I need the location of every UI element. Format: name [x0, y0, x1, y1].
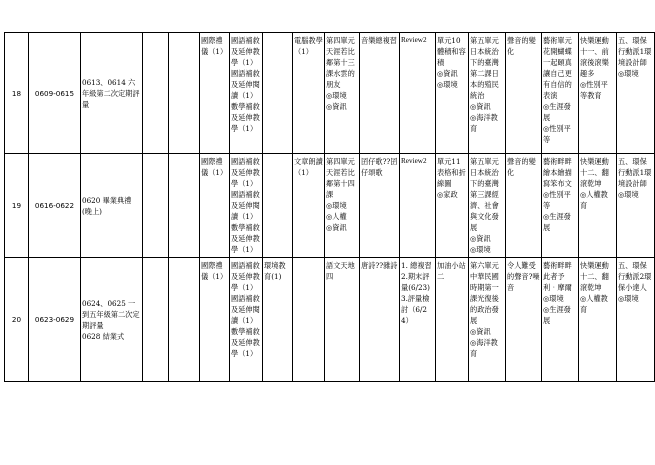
- date-range-cell: 0616-0622: [29, 154, 81, 258]
- international-etiquette-cell: 國際禮儀（1）: [200, 258, 230, 382]
- empty-cell: [143, 33, 169, 154]
- english-cell: Review2: [400, 154, 436, 258]
- math-cell: 單元10體積和容積 ◎資訊 ◎環境: [436, 33, 469, 154]
- school-event-cell: 0624、0625 一到五年級第二次定期評量 0628 結業式: [81, 258, 143, 382]
- international-etiquette-cell: 國際禮儀（1）: [200, 33, 230, 154]
- empty-cell: [169, 33, 200, 154]
- physical-education-cell: 快樂運動 十二、翻滾乾坤 ◎人權教育: [579, 258, 617, 382]
- arts-cell: 藝術畔畔繪本繪描寫笨布文 ◎性別平等 ◎生涯發展: [542, 154, 579, 258]
- english-cell: Review2: [400, 33, 436, 154]
- computer-reading-cell: 電腦教學（1）: [293, 33, 325, 154]
- environment-education-cell: [263, 154, 293, 258]
- empty-cell: [143, 154, 169, 258]
- local-language-cell: 囝仔歌??囝仔頌歌: [360, 154, 400, 258]
- arts-cell: 藝術單元花開蝴蝶一起頤真讓自己更有自信的表演 ◎生涯發展 ◎性別平等: [542, 33, 579, 154]
- science-cell: 聲音的變化: [506, 154, 542, 258]
- environment-education-cell: 環境教育(1): [263, 258, 293, 382]
- integrated-activities-cell: 五、環保行動派1環境設計師 ◎環境: [617, 154, 655, 258]
- remedial-teaching-cell: 國語補救及延伸教學（1） 國語補救及延伸閱讀（1） 數學補救及延伸教學（1）: [230, 33, 263, 154]
- math-cell: 單元11表格和折線圖 ◎家政: [436, 154, 469, 258]
- social-studies-cell: 第六單元 中華民國時期第一課光復後的政治發展 ◎資訊 ◎海洋教育: [469, 258, 506, 382]
- local-language-cell: 音樂總複習: [360, 33, 400, 154]
- environment-education-cell: [263, 33, 293, 154]
- school-event-cell: 0620 畢業典禮(晚上): [81, 154, 143, 258]
- remedial-teaching-cell: 國語補救及延伸教學（1） 國語補救及延伸閱讀（1） 數學補救及延伸教學（1）: [230, 154, 263, 258]
- chinese-language-cell: 第四單元天涯若比鄰第十四課 ◎環境 ◎人權 ◎資訊: [325, 154, 360, 258]
- table-row: [5, 154, 655, 258]
- international-etiquette-cell: 國際禮儀（1）: [200, 154, 230, 258]
- english-cell: 1. 總複習 2.期末評量(6/23) 3.評量檢討（6/24）: [400, 258, 436, 382]
- physical-education-cell: 快樂運動 十一、前滾後滾樂趣多 ◎性別平等教育: [579, 33, 617, 154]
- math-cell: 加油小站二: [436, 258, 469, 382]
- integrated-activities-cell: 五、環保行動派1環境設計師 ◎環境: [617, 33, 655, 154]
- empty-cell: [169, 154, 200, 258]
- week-number-cell: 18: [5, 33, 29, 154]
- school-event-cell: 0613、0614 六年級第二次定期評量: [81, 33, 143, 154]
- integrated-activities-cell: 五、環保行動派2環保小達人 ◎環境: [617, 258, 655, 382]
- social-studies-cell: 第五單元 日本統治下的臺灣第三課經濟、社會與文化發展 ◎資訊 ◎環境: [469, 154, 506, 258]
- local-language-cell: 唐詩??雜詩: [360, 258, 400, 382]
- computer-reading-cell: 文章朗讀（1）: [293, 154, 325, 258]
- week-number-cell: 20: [5, 258, 29, 382]
- computer-reading-cell: [293, 258, 325, 382]
- empty-cell: [143, 258, 169, 382]
- science-cell: 聲音的變化: [506, 33, 542, 154]
- table-row: [5, 33, 655, 154]
- date-range-cell: 0609-0615: [29, 33, 81, 154]
- curriculum-schedule-table: [4, 32, 655, 382]
- physical-education-cell: 快樂運動 十二、翻滾乾坤 ◎人權教育: [579, 154, 617, 258]
- science-cell: 令人難受的聲音?噪音: [506, 258, 542, 382]
- social-studies-cell: 第五單元 日本統治下的臺灣第二課日本的殖民統治 ◎資訊 ◎海洋教育: [469, 33, 506, 154]
- arts-cell: 藝術畔畔此者予利‧摩爾 ◎環境 ◎生涯發展: [542, 258, 579, 382]
- table-row: [5, 258, 655, 382]
- empty-cell: [169, 258, 200, 382]
- week-number-cell: 19: [5, 154, 29, 258]
- date-range-cell: 0623-0629: [29, 258, 81, 382]
- remedial-teaching-cell: 國語補救及延伸教學（1） 國語補救及延伸閱讀（1） 數學補救及延伸教學（1）: [230, 258, 263, 382]
- chinese-language-cell: 第四單元天涯若比鄰第十三課水雲的朋友 ◎環境 ◎資訊: [325, 33, 360, 154]
- chinese-language-cell: 語文天地四: [325, 258, 360, 382]
